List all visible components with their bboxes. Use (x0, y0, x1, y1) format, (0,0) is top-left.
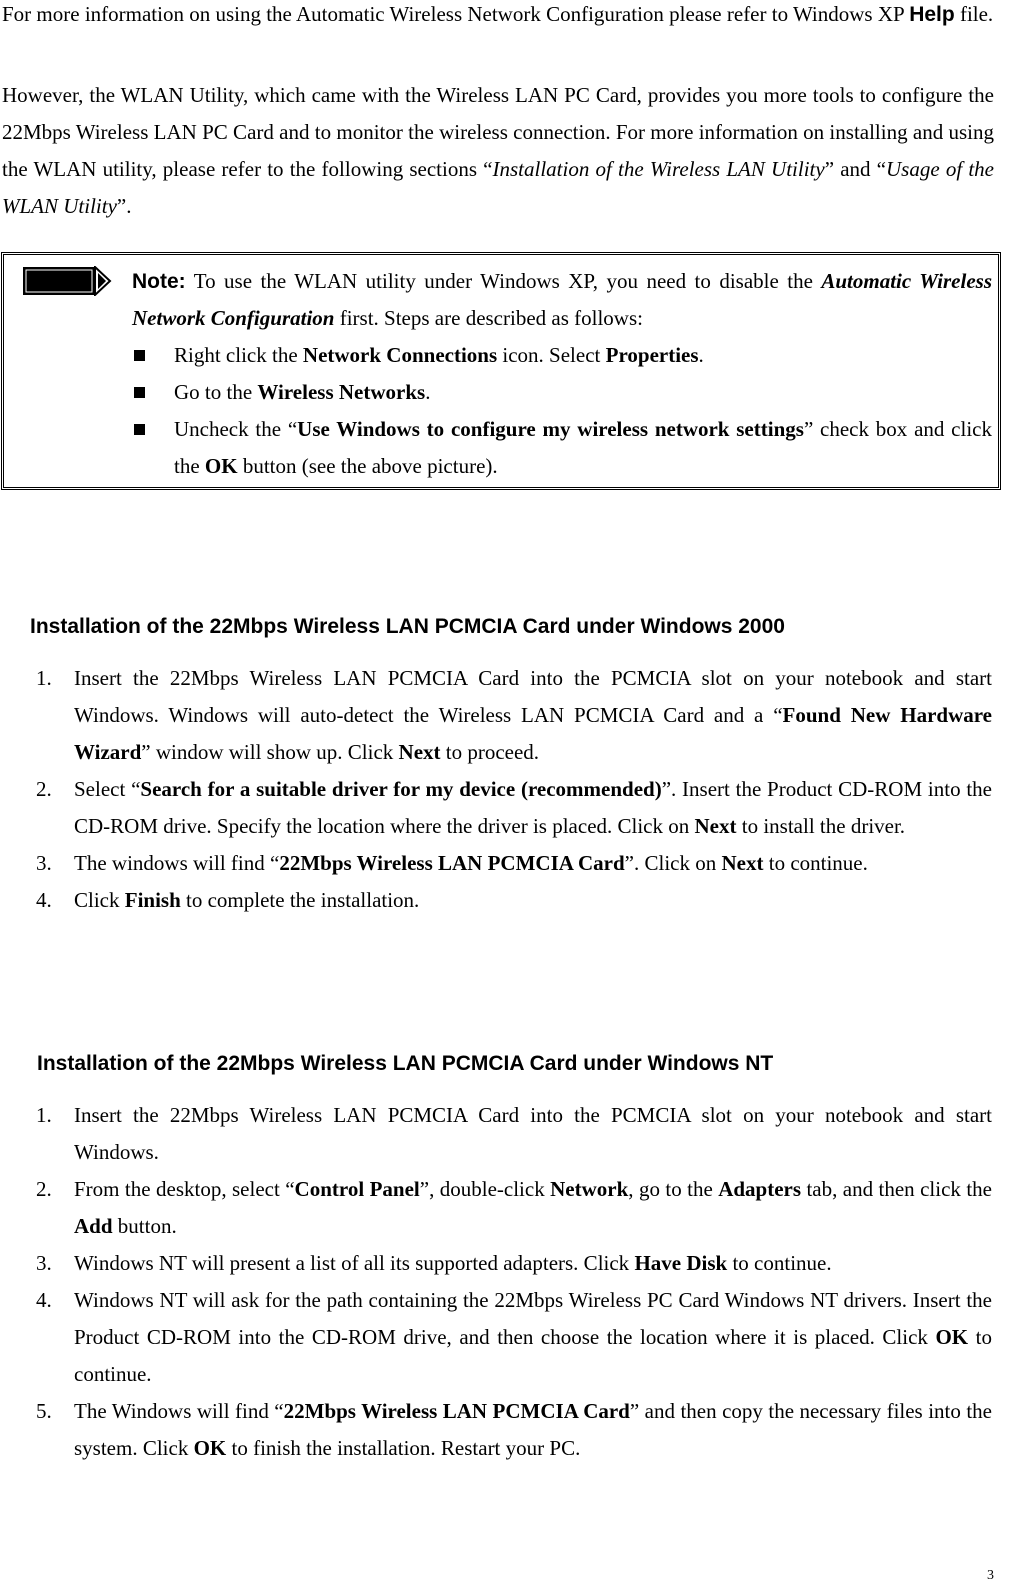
step-item: 1. Insert the 22Mbps Wireless LAN PCMCIA Card into the PCMCIA slot on your notebook and start Windows. (36, 1103, 992, 1164)
text-run: icon. Select (497, 343, 606, 367)
step-item: 3. The windows will find “22Mbps Wireless LAN PCMCIA Card”. Click on Next to continue. (36, 851, 868, 875)
text-run: Windows NT will ask for the path containing the 22Mbps Wireless PC Card Windows NT drivers. Insert the Product CD-ROM into the CD-ROM drive, and then choose the location where it is placed. Click (74, 1288, 992, 1349)
note-bullet-item (132, 337, 992, 374)
text-run: Found New Hardware Wizard (74, 703, 992, 764)
text-run: Select “ (74, 777, 141, 801)
text-run: ”. Insert the Product CD-ROM into the CD-ROM drive. Specify the location where the driver is placed. Click on (74, 777, 993, 838)
text-run: Click (74, 888, 125, 912)
text-run: to continue. (763, 851, 868, 875)
step-item: 1. Insert the 22Mbps Wireless LAN PCMCIA Card into the PCMCIA slot on your notebook and start Windows. Windows will auto-detect the Wireless LAN PCMCIA Card and a “Found New Hardware Wizard” window will show up. Click Next to proceed. (36, 666, 992, 764)
text-run: ” and “ (824, 157, 887, 181)
text-run: 22Mbps Wireless LAN PCMCIA Card (279, 851, 625, 875)
text-run: button (see the above picture). (237, 454, 498, 478)
text-run: Insert the 22Mbps Wireless LAN PCMCIA Card into the PCMCIA slot on your notebook and start Windows. Windows will auto-detect the Wireless LAN PCMCIA Card and a “ (74, 666, 992, 727)
arrow-icon (22, 266, 112, 296)
text-run: Usage of the WLAN Utility (2, 157, 994, 218)
text-run: Control Panel (294, 1177, 420, 1201)
text-run: to finish the installation. Restart your PC. (226, 1436, 581, 1460)
windows-2000-steps (36, 660, 992, 919)
text-run: , go to the (628, 1177, 719, 1201)
text-run: Next (721, 851, 764, 875)
text-run: ”, double-click (419, 1177, 551, 1201)
text-run: To use the WLAN utility under Windows XP, you need to disable the (185, 269, 822, 293)
text-run: to proceed. (440, 740, 540, 764)
text-run: Next (694, 814, 737, 838)
step-item: 5. The Windows will find “22Mbps Wireless LAN PCMCIA Card” and then copy the necessary files into the system. Click OK to finish the installation. Restart your PC. (36, 1399, 992, 1460)
text-run: However, the WLAN Utility, which came with the Wireless LAN PC Card, provides you more tools to configure the 22Mbps Wireless LAN PC Card and to monitor the wireless connection. For more information on installing and using the WLAN utility, please refer to the following sections “ (2, 83, 994, 181)
text-run: ” check box and click the (174, 417, 992, 478)
step-item: 4. Click Finish to complete the installation. (36, 888, 420, 912)
text-run: first. Steps are described as follows: (334, 306, 643, 330)
text-run: to continue. (74, 1325, 992, 1386)
text-run: Add (74, 1214, 113, 1238)
note-bullet-item (132, 411, 992, 485)
text-run: to complete the installation. (180, 888, 420, 912)
step-item: 2. From the desktop, select “Control Panel”, double-click Network, go to the Adapters tab, and then click the Add button. (36, 1177, 992, 1238)
text-run: tab, and then click the (801, 1177, 992, 1201)
text-run: Search for a suitable driver for my device (recommended) (140, 777, 662, 801)
text-run: Automatic Wireless Network Configuration (132, 269, 992, 330)
text-run: file. (954, 2, 994, 26)
section-heading-windows-nt: Installation of the 22Mbps Wireless LAN PCMCIA Card under Windows NT (37, 1052, 774, 1075)
square-bullet-icon (134, 387, 145, 398)
text-run: Adapters (718, 1177, 802, 1201)
note-bullet-list (132, 337, 992, 485)
text-run: The windows will find “ (74, 851, 280, 875)
text-run: ”. Click on (624, 851, 722, 875)
text-run: to continue. (727, 1251, 832, 1275)
step-item: 3. Windows NT will present a list of all its supported adapters. Click Have Disk to continue. (36, 1251, 832, 1275)
text-run: Go to the (174, 380, 258, 404)
square-bullet-icon (134, 424, 145, 435)
text-run: Windows NT will present a list of all its supported adapters. Click (74, 1251, 635, 1275)
text-run: Insert the 22Mbps Wireless LAN PCMCIA Card into the PCMCIA slot on your notebook and start Windows. (74, 1103, 992, 1164)
text-run: OK (193, 1436, 227, 1460)
text-run: OK (204, 454, 238, 478)
text-run: ” window will show up. Click (141, 740, 399, 764)
text-run: From the desktop, select “ (74, 1177, 295, 1201)
text-run: . (698, 343, 704, 367)
text-run: . (425, 380, 431, 404)
text-run: Finish (124, 888, 181, 912)
page-number: 3 (987, 1568, 994, 1583)
text-run: Use Windows to configure my wireless network settings (297, 417, 804, 441)
section-heading-windows-2000: Installation of the 22Mbps Wireless LAN PCMCIA Card under Windows 2000 (30, 615, 785, 638)
square-bullet-icon (134, 350, 145, 361)
text-run: button. (112, 1214, 177, 1238)
text-run: Installation of the Wireless LAN Utility (492, 157, 825, 181)
step-item: 4. Windows NT will ask for the path containing the 22Mbps Wireless PC Card Windows NT drivers. Insert the Product CD-ROM into the CD-ROM drive, and then choose the location where it is placed. Click OK to continue. (36, 1288, 992, 1386)
note-text (132, 263, 992, 337)
step-item: 2. Select “Search for a suitable driver for my device (recommended)”. Insert the Product CD-ROM into the CD-ROM drive. Specify the location where the driver is placed. Click on Next to install the driver. (36, 777, 993, 838)
text-run: Right click the (174, 343, 303, 367)
text-run: Network Connections (302, 343, 498, 367)
text-run: 22Mbps Wireless LAN PCMCIA Card (283, 1399, 630, 1423)
text-run: The Windows will find “ (74, 1399, 284, 1423)
text-run: For more information on using the Automatic Wireless Network Configuration please refer to Windows XP (2, 2, 910, 26)
text-run: Note: (132, 270, 186, 293)
text-run: Network (550, 1177, 629, 1201)
note-bullet-item (132, 374, 992, 411)
text-run: Uncheck the “ (174, 417, 298, 441)
text-run: OK (935, 1325, 969, 1349)
intro-paragraph-help (2, 0, 994, 33)
text-run: Properties (605, 343, 699, 367)
text-run: ”. (116, 194, 132, 218)
text-run: Next (398, 740, 441, 764)
text-run: ” and then copy the necessary files into the system. Click (74, 1399, 992, 1460)
text-run: Have Disk (634, 1251, 728, 1275)
text-run: Help (909, 3, 955, 26)
windows-nt-steps (36, 1097, 992, 1467)
text-run: to install the driver. (736, 814, 906, 838)
intro-paragraph-wlan-utility (2, 77, 994, 225)
text-run: Wireless Networks (257, 380, 426, 404)
